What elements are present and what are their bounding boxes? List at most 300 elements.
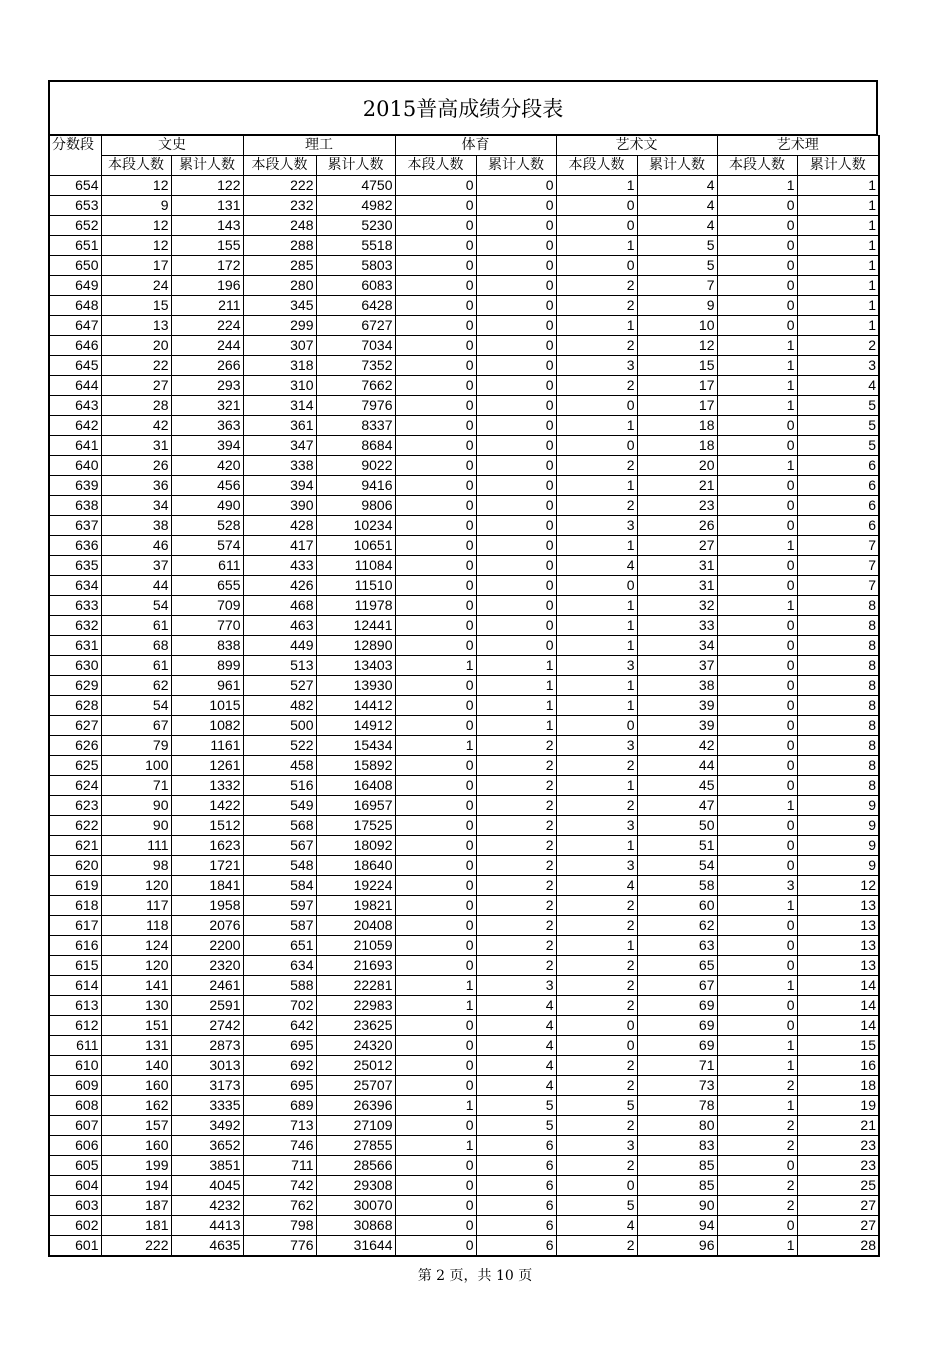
count-cell: 5 xyxy=(476,1096,556,1116)
count-cell: 2 xyxy=(476,816,556,836)
count-cell: 244 xyxy=(171,336,243,356)
table-row xyxy=(49,556,879,576)
count-cell: 1082 xyxy=(171,716,243,736)
count-cell: 3 xyxy=(556,1136,637,1156)
count-cell: 17 xyxy=(637,396,717,416)
count-cell: 655 xyxy=(171,576,243,596)
count-cell: 1 xyxy=(797,256,879,276)
count-cell: 12 xyxy=(637,336,717,356)
count-cell: 711 xyxy=(243,1156,316,1176)
count-cell: 433 xyxy=(243,556,316,576)
count-cell: 8 xyxy=(797,756,879,776)
count-cell: 27 xyxy=(637,536,717,556)
count-cell: 0 xyxy=(717,316,797,336)
count-cell: 6428 xyxy=(316,296,395,316)
count-cell: 2 xyxy=(556,1056,637,1076)
count-cell: 98 xyxy=(101,856,171,876)
score-cell: 619 xyxy=(49,876,101,896)
count-cell: 14 xyxy=(797,976,879,996)
count-cell: 0 xyxy=(395,376,476,396)
count-cell: 651 xyxy=(243,936,316,956)
count-cell: 709 xyxy=(171,596,243,616)
score-cell: 644 xyxy=(49,376,101,396)
count-cell: 0 xyxy=(395,816,476,836)
count-cell: 85 xyxy=(637,1176,717,1196)
count-cell: 16957 xyxy=(316,796,395,816)
score-cell: 607 xyxy=(49,1116,101,1136)
count-cell: 31 xyxy=(637,556,717,576)
count-cell: 0 xyxy=(717,676,797,696)
count-cell: 9 xyxy=(797,836,879,856)
table-row xyxy=(49,1176,879,1196)
count-cell: 15434 xyxy=(316,736,395,756)
count-cell: 22 xyxy=(101,356,171,376)
count-cell: 0 xyxy=(395,296,476,316)
table-row xyxy=(49,1236,879,1257)
count-cell: 6 xyxy=(476,1236,556,1257)
count-cell: 78 xyxy=(637,1096,717,1116)
count-cell: 567 xyxy=(243,836,316,856)
count-cell: 19 xyxy=(797,1096,879,1116)
count-cell: 2 xyxy=(556,336,637,356)
score-cell: 602 xyxy=(49,1216,101,1236)
table-row xyxy=(49,1216,879,1236)
count-cell: 10234 xyxy=(316,516,395,536)
count-cell: 0 xyxy=(476,616,556,636)
count-cell: 838 xyxy=(171,636,243,656)
count-cell: 2 xyxy=(476,736,556,756)
count-cell: 0 xyxy=(717,936,797,956)
count-cell: 1 xyxy=(797,236,879,256)
count-cell: 1623 xyxy=(171,836,243,856)
count-cell: 1 xyxy=(717,536,797,556)
count-cell: 39 xyxy=(637,716,717,736)
count-cell: 3652 xyxy=(171,1136,243,1156)
count-cell: 0 xyxy=(395,316,476,336)
count-cell: 172 xyxy=(171,256,243,276)
count-cell: 1 xyxy=(717,1036,797,1056)
count-cell: 0 xyxy=(717,216,797,236)
count-cell: 2 xyxy=(556,796,637,816)
score-cell: 601 xyxy=(49,1236,101,1257)
count-cell: 394 xyxy=(243,476,316,496)
count-cell: 642 xyxy=(243,1016,316,1036)
count-cell: 25012 xyxy=(316,1056,395,1076)
count-cell: 17525 xyxy=(316,816,395,836)
count-cell: 22983 xyxy=(316,996,395,1016)
count-cell: 4 xyxy=(476,1076,556,1096)
count-cell: 25707 xyxy=(316,1076,395,1096)
score-cell: 628 xyxy=(49,696,101,716)
cumulative-count-header: 累计人数 xyxy=(171,156,243,176)
count-cell: 79 xyxy=(101,736,171,756)
table-row xyxy=(49,476,879,496)
count-cell: 34 xyxy=(637,636,717,656)
count-cell: 0 xyxy=(717,476,797,496)
count-cell: 0 xyxy=(395,476,476,496)
count-cell: 67 xyxy=(637,976,717,996)
count-cell: 0 xyxy=(476,296,556,316)
count-cell: 0 xyxy=(476,416,556,436)
count-cell: 67 xyxy=(101,716,171,736)
count-cell: 0 xyxy=(395,696,476,716)
count-cell: 428 xyxy=(243,516,316,536)
count-cell: 634 xyxy=(243,956,316,976)
score-cell: 639 xyxy=(49,476,101,496)
count-cell: 13930 xyxy=(316,676,395,696)
count-cell: 390 xyxy=(243,496,316,516)
score-cell: 606 xyxy=(49,1136,101,1156)
count-cell: 23625 xyxy=(316,1016,395,1036)
table-row xyxy=(49,196,879,216)
table-body xyxy=(49,176,879,1257)
table-row xyxy=(49,336,879,356)
count-cell: 2 xyxy=(556,956,637,976)
count-cell: 1 xyxy=(797,216,879,236)
table-row xyxy=(49,1136,879,1156)
count-cell: 2 xyxy=(556,1076,637,1096)
table-row xyxy=(49,616,879,636)
count-cell: 17 xyxy=(637,376,717,396)
table-row xyxy=(49,896,879,916)
count-cell: 61 xyxy=(101,616,171,636)
count-cell: 0 xyxy=(395,1076,476,1096)
count-cell: 28 xyxy=(797,1236,879,1257)
sub-header-row xyxy=(49,156,879,176)
count-cell: 30868 xyxy=(316,1216,395,1236)
count-cell: 394 xyxy=(171,436,243,456)
count-cell: 0 xyxy=(556,436,637,456)
count-cell: 1 xyxy=(556,476,637,496)
count-cell: 27109 xyxy=(316,1116,395,1136)
count-cell: 9022 xyxy=(316,456,395,476)
count-cell: 0 xyxy=(395,1056,476,1076)
count-cell: 1 xyxy=(556,316,637,336)
table-row xyxy=(49,696,879,716)
count-cell: 14912 xyxy=(316,716,395,736)
count-cell: 162 xyxy=(101,1096,171,1116)
table-row xyxy=(49,996,879,1016)
count-cell: 2 xyxy=(476,876,556,896)
group-header-tiyu: 体育 xyxy=(395,136,556,156)
count-cell: 500 xyxy=(243,716,316,736)
count-cell: 587 xyxy=(243,916,316,936)
count-cell: 90 xyxy=(637,1196,717,1216)
count-cell: 456 xyxy=(171,476,243,496)
count-cell: 0 xyxy=(395,516,476,536)
count-cell: 527 xyxy=(243,676,316,696)
count-cell: 2 xyxy=(717,1116,797,1136)
table-row xyxy=(49,756,879,776)
count-cell: 2 xyxy=(556,496,637,516)
count-cell: 1 xyxy=(476,676,556,696)
count-cell: 14 xyxy=(797,1016,879,1036)
count-cell: 199 xyxy=(101,1156,171,1176)
count-cell: 0 xyxy=(395,576,476,596)
score-cell: 650 xyxy=(49,256,101,276)
table-row xyxy=(49,596,879,616)
count-cell: 0 xyxy=(717,236,797,256)
count-cell: 1 xyxy=(556,416,637,436)
score-cell: 649 xyxy=(49,276,101,296)
count-cell: 1 xyxy=(717,1056,797,1076)
count-cell: 0 xyxy=(395,776,476,796)
count-cell: 8 xyxy=(797,656,879,676)
table-row xyxy=(49,656,879,676)
table-row xyxy=(49,796,879,816)
count-cell: 597 xyxy=(243,896,316,916)
count-cell: 7034 xyxy=(316,336,395,356)
count-cell: 0 xyxy=(717,956,797,976)
count-cell: 318 xyxy=(243,356,316,376)
segment-count-header: 本段人数 xyxy=(243,156,316,176)
count-cell: 8 xyxy=(797,736,879,756)
count-cell: 0 xyxy=(717,716,797,736)
score-cell: 624 xyxy=(49,776,101,796)
count-cell: 293 xyxy=(171,376,243,396)
count-cell: 345 xyxy=(243,296,316,316)
count-cell: 15 xyxy=(797,1036,879,1056)
count-cell: 584 xyxy=(243,876,316,896)
count-cell: 111 xyxy=(101,836,171,856)
count-cell: 2 xyxy=(556,456,637,476)
count-cell: 4 xyxy=(637,196,717,216)
table-row xyxy=(49,1076,879,1096)
count-cell: 69 xyxy=(637,1016,717,1036)
count-cell: 0 xyxy=(395,756,476,776)
score-segment-header: 分数段 xyxy=(49,136,101,176)
score-cell: 612 xyxy=(49,1016,101,1036)
count-cell: 1841 xyxy=(171,876,243,896)
count-cell: 19821 xyxy=(316,896,395,916)
count-cell: 44 xyxy=(101,576,171,596)
count-cell: 0 xyxy=(476,496,556,516)
table-row xyxy=(49,216,879,236)
count-cell: 0 xyxy=(395,1016,476,1036)
count-cell: 21 xyxy=(797,1116,879,1136)
count-cell: 5 xyxy=(637,256,717,276)
count-cell: 5 xyxy=(797,436,879,456)
count-cell: 347 xyxy=(243,436,316,456)
count-cell: 1 xyxy=(797,296,879,316)
count-cell: 0 xyxy=(556,1176,637,1196)
count-cell: 2 xyxy=(476,776,556,796)
count-cell: 2 xyxy=(556,1236,637,1257)
count-cell: 458 xyxy=(243,756,316,776)
table-row xyxy=(49,516,879,536)
count-cell: 288 xyxy=(243,236,316,256)
count-cell: 0 xyxy=(717,836,797,856)
count-cell: 426 xyxy=(243,576,316,596)
count-cell: 31644 xyxy=(316,1236,395,1257)
count-cell: 8 xyxy=(797,636,879,656)
count-cell: 689 xyxy=(243,1096,316,1116)
table-row xyxy=(49,736,879,756)
group-header-yishuli: 艺术理 xyxy=(717,136,879,156)
count-cell: 8684 xyxy=(316,436,395,456)
count-cell: 11978 xyxy=(316,596,395,616)
count-cell: 0 xyxy=(556,196,637,216)
count-cell: 6 xyxy=(476,1136,556,1156)
count-cell: 4 xyxy=(476,1056,556,1076)
score-cell: 629 xyxy=(49,676,101,696)
count-cell: 100 xyxy=(101,756,171,776)
count-cell: 39 xyxy=(637,696,717,716)
count-cell: 0 xyxy=(395,176,476,196)
count-cell: 4045 xyxy=(171,1176,243,1196)
score-cell: 608 xyxy=(49,1096,101,1116)
count-cell: 28566 xyxy=(316,1156,395,1176)
score-cell: 620 xyxy=(49,856,101,876)
segment-count-header: 本段人数 xyxy=(556,156,637,176)
count-cell: 2461 xyxy=(171,976,243,996)
count-cell: 695 xyxy=(243,1036,316,1056)
table-row xyxy=(49,636,879,656)
count-cell: 0 xyxy=(476,456,556,476)
count-cell: 5518 xyxy=(316,236,395,256)
count-cell: 1 xyxy=(717,796,797,816)
count-cell: 38 xyxy=(637,676,717,696)
score-cell: 626 xyxy=(49,736,101,756)
count-cell: 4 xyxy=(476,1036,556,1056)
page-footer: 第 2 页，共 10 页 xyxy=(417,1268,533,1284)
count-cell: 9 xyxy=(797,816,879,836)
table-row xyxy=(49,276,879,296)
count-cell: 1 xyxy=(717,976,797,996)
count-cell: 0 xyxy=(476,236,556,256)
count-cell: 9 xyxy=(637,296,717,316)
count-cell: 1 xyxy=(717,456,797,476)
count-cell: 0 xyxy=(717,996,797,1016)
count-cell: 1 xyxy=(556,616,637,636)
count-cell: 522 xyxy=(243,736,316,756)
count-cell: 0 xyxy=(717,656,797,676)
score-cell: 613 xyxy=(49,996,101,1016)
count-cell: 1 xyxy=(717,336,797,356)
count-cell: 222 xyxy=(101,1236,171,1257)
count-cell: 151 xyxy=(101,1016,171,1036)
count-cell: 0 xyxy=(476,556,556,576)
count-cell: 69 xyxy=(637,1036,717,1056)
count-cell: 248 xyxy=(243,216,316,236)
score-cell: 621 xyxy=(49,836,101,856)
score-cell: 623 xyxy=(49,796,101,816)
count-cell: 0 xyxy=(476,636,556,656)
count-cell: 516 xyxy=(243,776,316,796)
count-cell: 2 xyxy=(556,1116,637,1136)
count-cell: 160 xyxy=(101,1076,171,1096)
count-cell: 2591 xyxy=(171,996,243,1016)
table-row xyxy=(49,916,879,936)
count-cell: 1015 xyxy=(171,696,243,716)
table-row xyxy=(49,976,879,996)
count-cell: 0 xyxy=(395,636,476,656)
count-cell: 155 xyxy=(171,236,243,256)
count-cell: 7 xyxy=(637,276,717,296)
count-cell: 4 xyxy=(637,216,717,236)
count-cell: 449 xyxy=(243,636,316,656)
count-cell: 0 xyxy=(395,676,476,696)
count-cell: 23 xyxy=(797,1156,879,1176)
count-cell: 51 xyxy=(637,836,717,856)
count-cell: 2 xyxy=(556,756,637,776)
count-cell: 13 xyxy=(797,956,879,976)
count-cell: 5 xyxy=(556,1196,637,1216)
count-cell: 38 xyxy=(101,516,171,536)
count-cell: 299 xyxy=(243,316,316,336)
count-cell: 130 xyxy=(101,996,171,1016)
count-cell: 3 xyxy=(797,356,879,376)
count-cell: 0 xyxy=(476,476,556,496)
count-cell: 4232 xyxy=(171,1196,243,1216)
count-cell: 8337 xyxy=(316,416,395,436)
table-row xyxy=(49,436,879,456)
count-cell: 0 xyxy=(717,496,797,516)
count-cell: 7976 xyxy=(316,396,395,416)
count-cell: 28 xyxy=(101,396,171,416)
count-cell: 16 xyxy=(797,1056,879,1076)
count-cell: 10 xyxy=(637,316,717,336)
count-cell: 1 xyxy=(476,656,556,676)
count-cell: 7352 xyxy=(316,356,395,376)
count-cell: 1 xyxy=(395,1096,476,1116)
count-cell: 140 xyxy=(101,1056,171,1076)
count-cell: 0 xyxy=(556,396,637,416)
count-cell: 17 xyxy=(101,256,171,276)
count-cell: 0 xyxy=(395,216,476,236)
count-cell: 26 xyxy=(637,516,717,536)
table-row xyxy=(49,1016,879,1036)
count-cell: 0 xyxy=(395,1116,476,1136)
score-cell: 617 xyxy=(49,916,101,936)
count-cell: 18092 xyxy=(316,836,395,856)
count-cell: 8 xyxy=(797,696,879,716)
count-cell: 54 xyxy=(101,696,171,716)
score-cell: 615 xyxy=(49,956,101,976)
count-cell: 1721 xyxy=(171,856,243,876)
count-cell: 0 xyxy=(476,216,556,236)
count-cell: 1512 xyxy=(171,816,243,836)
count-cell: 2 xyxy=(476,756,556,776)
count-cell: 14 xyxy=(797,996,879,1016)
count-cell: 222 xyxy=(243,176,316,196)
group-header-ligong: 理工 xyxy=(243,136,395,156)
count-cell: 4 xyxy=(797,376,879,396)
count-cell: 0 xyxy=(717,856,797,876)
table-row xyxy=(49,1036,879,1056)
count-cell: 60 xyxy=(637,896,717,916)
count-cell: 1 xyxy=(797,276,879,296)
count-cell: 0 xyxy=(395,236,476,256)
count-cell: 1 xyxy=(556,776,637,796)
count-cell: 1 xyxy=(556,936,637,956)
count-cell: 0 xyxy=(395,896,476,916)
count-cell: 0 xyxy=(395,716,476,736)
count-cell: 3 xyxy=(556,356,637,376)
count-cell: 131 xyxy=(171,196,243,216)
count-cell: 3 xyxy=(556,816,637,836)
count-cell: 18 xyxy=(637,436,717,456)
count-cell: 37 xyxy=(637,656,717,676)
count-cell: 2200 xyxy=(171,936,243,956)
count-cell: 27 xyxy=(797,1216,879,1236)
count-cell: 6 xyxy=(797,456,879,476)
count-cell: 528 xyxy=(171,516,243,536)
table-row xyxy=(49,1156,879,1176)
count-cell: 3013 xyxy=(171,1056,243,1076)
count-cell: 18 xyxy=(797,1076,879,1096)
count-cell: 285 xyxy=(243,256,316,276)
